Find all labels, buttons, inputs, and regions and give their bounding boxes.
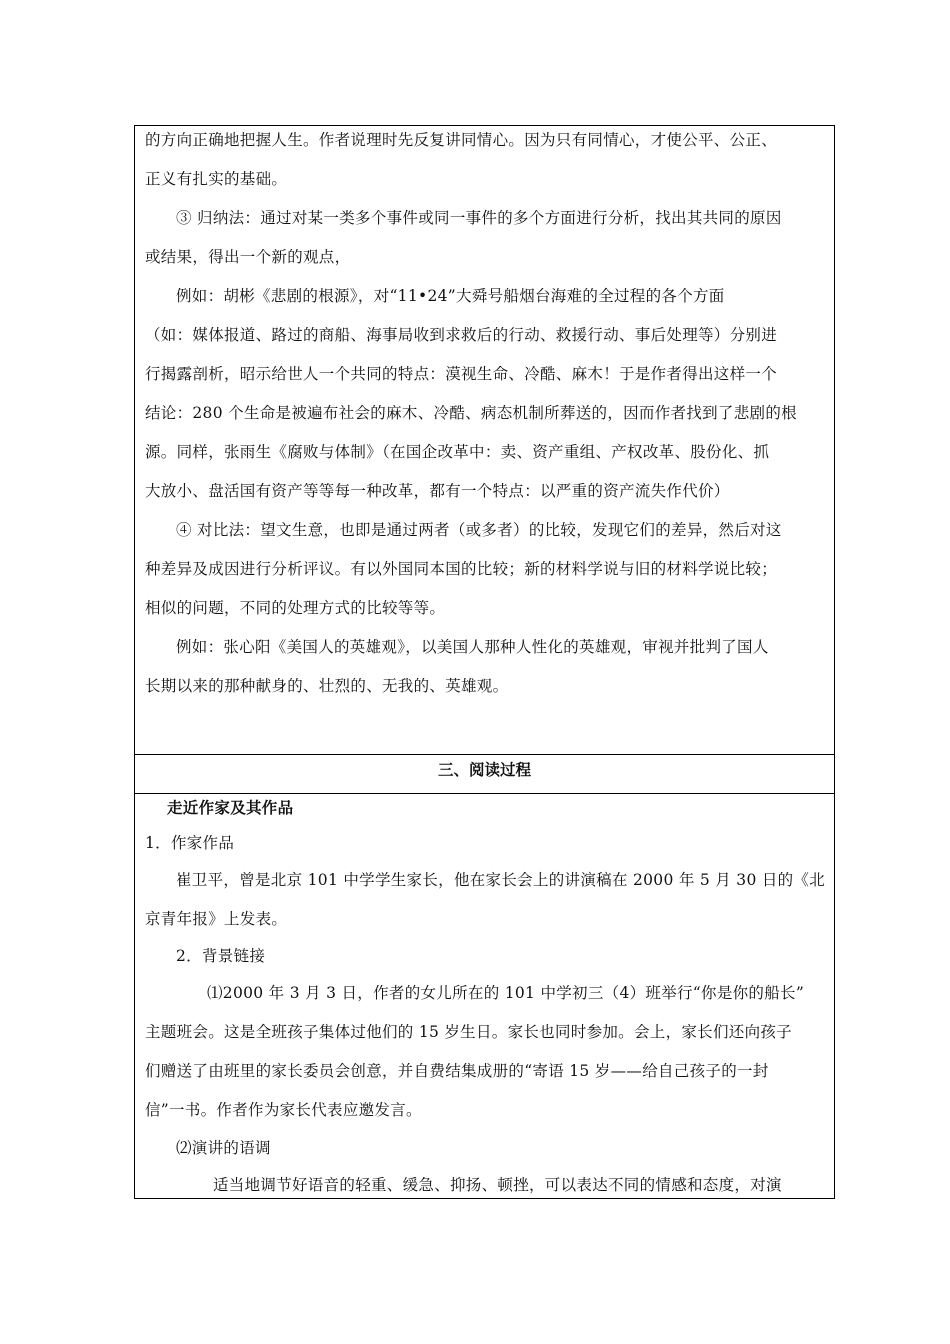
text-line: 例如：张心阳《美国人的英雄观》，以美国人那种人性化的英雄观，审视并批判了国人 — [176, 638, 769, 656]
text-line: ⑴2000 年 3 月 3 日，作者的女儿所在的 101 中学初三（4）班举行“你是你的船长” — [207, 984, 805, 1002]
item-title: 2．背景链接 — [176, 947, 266, 965]
table-row-divider — [135, 754, 834, 755]
text-line: 源。同样，张雨生《腐败与体制》（在国企改革中：卖、资产重组、产权改革、股份化、抓 — [145, 443, 770, 461]
table-row-divider — [135, 793, 834, 794]
text-line: 主题班会。这是全班孩子集体过他们的 15 岁生日。家长也同时参加。会上，家长们还向孩子 — [145, 1023, 792, 1041]
text-line: 们赠送了由班里的家长委员会创意，并自费结集成册的“寄语 15 岁——给自己孩子的一封 — [145, 1062, 769, 1080]
text-line: 京青年报》上发表。 — [145, 910, 288, 928]
subheading: 走近作家及其作品 — [167, 799, 294, 817]
text-line: 信”一书。作者作为家长代表应邀发言。 — [145, 1101, 422, 1119]
item-title: ⑵演讲的语调 — [176, 1139, 271, 1157]
text-line: 适当地调节好语音的轻重、缓急、抑扬、顿挫，可以表达不同的情感和态度，对演 — [213, 1176, 782, 1194]
text-line: 的方向正确地把握人生。作者说理时先反复讲同情心。因为只有同情心，才使公平、公正、 — [145, 131, 778, 149]
text-line: （如：媒体报道、路过的商船、海事局收到求救后的行动、救援行动、事后处理等）分别进 — [145, 326, 778, 344]
text-line: 正义有扎实的基础。 — [145, 170, 288, 188]
text-line: 例如：胡彬《悲剧的根源》，对“11•24”大舜号船烟台海难的全过程的各个方面 — [176, 287, 725, 305]
text-line: 结论：280 个生命是被遍布社会的麻木、冷酷、病态机制所葬送的，因而作者找到了悲剧的根 — [145, 404, 797, 422]
text-line: 大放小、盘活国有资产等等每一种改革，都有一个特点：以严重的资产流失作代价） — [145, 482, 730, 500]
text-line: 相似的问题，不同的处理方式的比较等等。 — [145, 599, 446, 617]
text-line: 长期以来的那种献身的、壮烈的、无我的、英雄观。 — [145, 677, 509, 695]
content-table — [134, 125, 835, 1199]
text-line: ③ 归纳法：通过对某一类多个事件或同一事件的多个方面进行分析，找出其共同的原因 — [176, 209, 782, 227]
text-line: ④ 对比法：望文生意，也即是通过两者（或多者）的比较，发现它们的差异，然后对这 — [176, 521, 782, 539]
text-line: 或结果，得出一个新的观点， — [145, 248, 351, 266]
text-line: 种差异及成因进行分析评议。有以外国同本国的比较；新的材料学说与旧的材料学说比较； — [145, 560, 778, 578]
text-line: 行揭露剖析，昭示给世人一个共同的特点：漠视生命、冷酷、麻木！于是作者得出这样一个 — [145, 365, 778, 383]
section-heading: 三、阅读过程 — [437, 761, 531, 779]
text-line: 崔卫平，曾是北京 101 中学学生家长，他在家长会上的讲演稿在 2000 年 5 月 30 日的《北 — [176, 871, 826, 889]
item-title: 1．作家作品 — [145, 834, 235, 852]
